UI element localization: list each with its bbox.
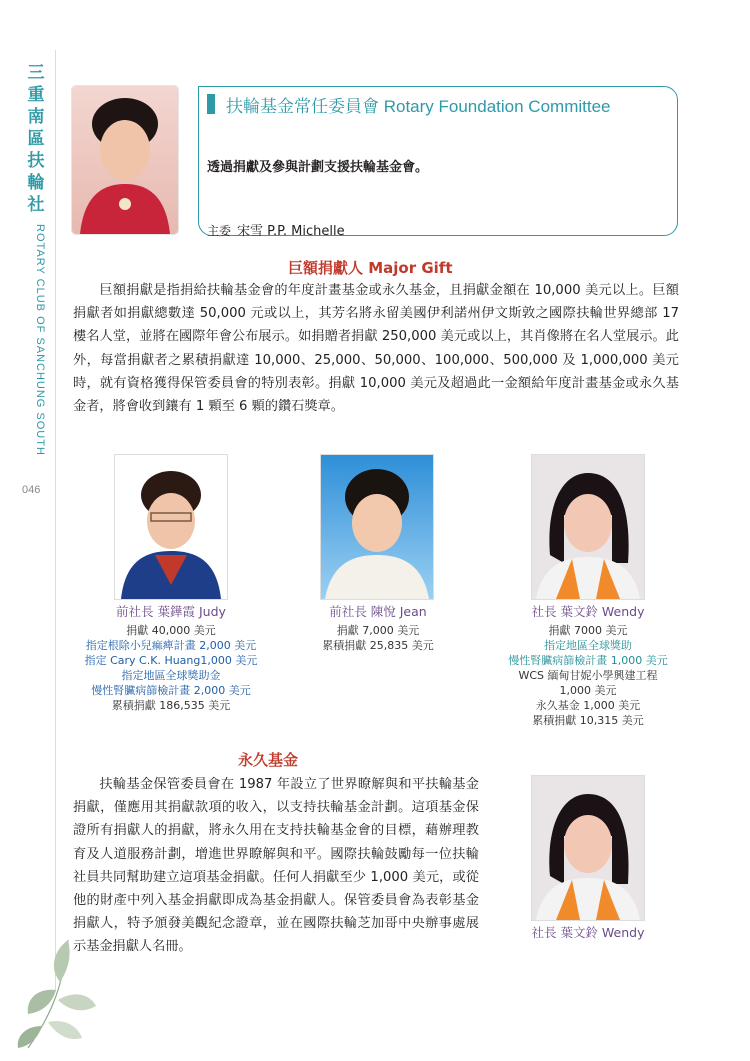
donor-name: 前社長 葉鏵霞 Judy xyxy=(116,604,226,619)
major-gift-body: 巨額捐獻是指捐給扶輪基金會的年度計畫基金或永久基金，且捐獻金額在 10,000 美元以上。巨額捐獻者如捐獻總數達 50,000 元或以上，其芳名將永留美國伊利諾州伊文斯敦之國際扶輪世界總部 17 樓名人堂，並將在國際年會公布展示。如捐贈者捐獻 250,000 美元或以上，其肖像將在名人堂展示。此外，每當捐獻者之累積捐獻達 10,000、25,000、50,000、100,000、500,000 及 1,000,000 美元時，就有資格獲得保管委員會的特別表彰。捐獻 10,000 美元及超過此一金額給年度計畫基金或永久基金者，將會收到鑲有 1 顆至 6 顆的鑽石獎章。 xyxy=(73,283,679,415)
page-number: 046 xyxy=(22,484,41,496)
chair-portrait xyxy=(72,86,178,234)
portrait-image-icon xyxy=(72,86,178,234)
chair-label: 主委 xyxy=(207,224,232,238)
donor-detail-line: 捐獻 7,000 美元 xyxy=(336,624,420,637)
portrait-image-icon xyxy=(321,455,433,599)
club-name-char: 扶 xyxy=(27,151,45,171)
donor-detail-line: 永久基金 1,000 美元 xyxy=(535,699,641,712)
sidebar-club-name-en: ROTARY CLUB OF SANCHUNG SOUTH xyxy=(34,224,46,456)
club-name-char: 區 xyxy=(27,129,45,149)
donor-detail-line: 指定 Cary C.K. Huang1,000 美元 xyxy=(84,654,258,667)
club-name-char: 社 xyxy=(27,195,45,215)
donor-detail-line: 累積捐獻 10,315 美元 xyxy=(532,714,644,727)
donor-detail-line: 1,000 美元 xyxy=(559,684,617,697)
endowment-donor-card xyxy=(483,924,693,944)
donor-name: 社長 葉文鈴 Wendy xyxy=(531,925,645,940)
donor-detail-line: 捐獻 7000 美元 xyxy=(548,624,628,637)
donor-card-jean xyxy=(273,603,483,653)
endowment-paragraph xyxy=(73,773,479,959)
donor-name: 前社長 陳悅 Jean xyxy=(329,604,427,619)
donor-detail-line: 指定地區全球獎助金 xyxy=(121,669,221,682)
sidebar-divider xyxy=(55,50,56,990)
chair-name: 宋雪 P.P. Michelle xyxy=(237,224,345,239)
committee-chair xyxy=(207,220,345,239)
club-name-char: 輪 xyxy=(27,173,45,193)
donor-portrait-judy xyxy=(115,455,227,599)
endowment-title: 永久基金 xyxy=(238,751,299,769)
leaf-decoration-icon xyxy=(8,930,118,1050)
major-gift-paragraph xyxy=(73,279,679,418)
donor-card-wendy xyxy=(483,603,693,728)
portrait-image-icon xyxy=(532,455,644,599)
portrait-image-icon xyxy=(532,776,644,920)
portrait-image-icon xyxy=(115,455,227,599)
donor-portrait-jean xyxy=(321,455,433,599)
committee-description: 透過捐獻及參與計劃支援扶輪基金會。 xyxy=(207,160,429,175)
donor-name: 社長 葉文鈴 Wendy xyxy=(531,604,645,619)
club-name-char: 南 xyxy=(27,107,45,127)
club-name-char: 三 xyxy=(27,63,45,83)
donor-detail-line: 捐獻 40,000 美元 xyxy=(126,624,216,637)
donor-portrait-wendy xyxy=(532,455,644,599)
sidebar-club-name xyxy=(25,62,47,216)
donor-detail-line: 指定地區全球獎助 xyxy=(544,639,632,652)
club-name-char: 重 xyxy=(27,85,45,105)
title-accent-bar xyxy=(207,94,215,114)
endowment-donor-portrait xyxy=(532,776,644,920)
donor-detail-line: 指定根除小兒痲痺計畫 2,000 美元 xyxy=(85,639,257,652)
donor-detail-line: WCS 緬甸甘妮小學興建工程 xyxy=(518,669,658,682)
donor-detail-line: 慢性腎臟病篩檢計畫 1,000 美元 xyxy=(508,654,668,667)
donor-detail-line: 慢性腎臟病篩檢計畫 2,000 美元 xyxy=(91,684,251,697)
donor-detail-line: 累積捐獻 25,835 美元 xyxy=(322,639,434,652)
donor-card-judy xyxy=(66,603,276,713)
donor-detail-line: 累積捐獻 186,535 美元 xyxy=(111,699,231,712)
major-gift-title: 巨額捐獻人 Major Gift xyxy=(288,259,453,277)
endowment-body: 扶輪基金保管委員會在 1987 年設立了世界瞭解與和平扶輪基金捐獻，僅應用其捐獻款項的收入，以支持扶輪基金計劃。這項基金保證所有捐獻人的捐獻，將永久用在支持扶輪基金會的目標，藉辦理教育及人道服務計劃，增進世界瞭解與和平。國際扶輪鼓勵每一位扶輪社員共同幫助建立這項基金捐獻。任何人捐獻至少 1,000 美元，或從他的財產中列入基金捐獻即成為基金捐獻人。保管委員會為表彰基金捐獻人，特予頒發美觀紀念證章，並在國際扶輪芝加哥中央辦事處展示基金捐獻人名冊。 xyxy=(73,777,479,955)
committee-title: 扶輪基金常任委員會 Rotary Foundation Committee xyxy=(226,97,611,116)
